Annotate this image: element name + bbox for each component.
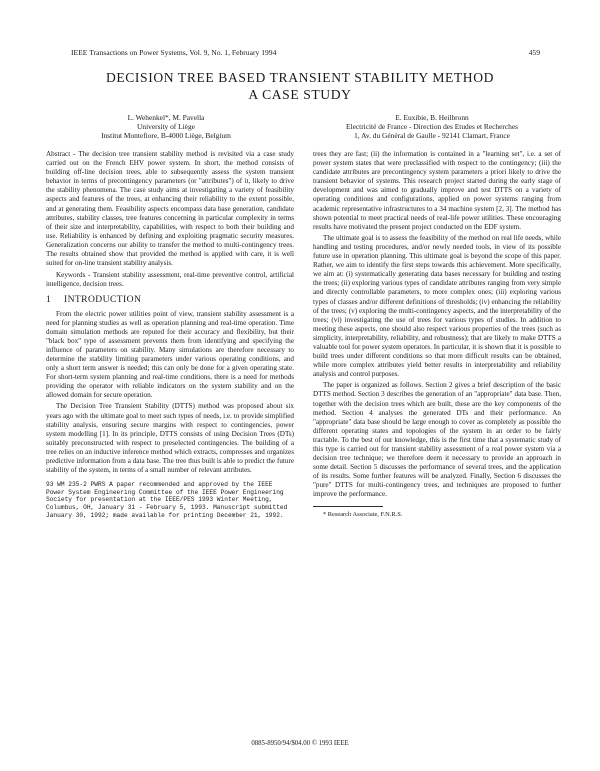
author-names: L. Wehenkel*, M. Pavella — [127, 113, 205, 122]
paragraph: The Decision Tree Transient Stability (DTTS) method was proposed about six years ago with the ultimate goal to meet such types of needs, i.e. to provide simplified stability analysis, ensuring secure margins with respect to contingencies, power system modelling [1]. In its principle, DTTS consists of using Decision Trees (DTs) suitably preconstructed with respect to preselected contingencies. The building of a tree relies on an inductive inference method which extracts, compresses and organizes predictive information from a data base. The tree thus built is able to predict the future stability of the system, in terms of a small number of relevant attributes. — [46, 402, 294, 475]
copyright-footer: 0885-8950/94/$04.00 © 1993 IEEE — [251, 740, 349, 747]
author-affiliation: Electricité de France - Direction des Etudes et Recherches — [346, 122, 518, 131]
author-address: 1, Av. du Général de Gaulle - 92141 Clamart, France — [354, 131, 510, 140]
author-affiliation: University of Liège — [137, 122, 195, 131]
paragraph: The ultimate goal is to assess the feasibility of the method on real life needs, while handling and testing procedures, and/or newly needed tools, in view of its possible future use in operation planning. This ultimate goal is beyond the scope of this paper. Rather, we aim to identify the first steps towards this achievement. More specifically, we aim at: (i) systematically generating data bases necessary for building and testing the trees; (ii) exploring various types of candidate attributes ranging from very simple and directly controllable parameters, to more complex ones; (iii) exploring various types of classes and/or different definitions of thresholds; (iv) enhancing the reliability of the trees; (v) exploring the multi-contingency aspects, and the interpretability of the trees; (vi) investigating the use of trees for various types of studies. In addition to meeting these aspects, one should also respect various properties of the trees (such as simplicity, interpretability, reliability, and robustness); that are likely to make DTTS a valuable tool for power system operators. In particular, it is shown that it is possible to build trees under different conditions so that more difficult results can be obtained, while more complex attributes yield better results in interpretability and reliability analysis and control purposes. — [313, 233, 561, 379]
footnote-divider — [313, 506, 383, 507]
section-title: INTRODUCTION — [64, 294, 142, 306]
footnote: * Research Associate, F.N.R.S. — [323, 510, 403, 518]
paper-subtitle: A CASE STUDY — [248, 87, 352, 102]
author-address: Institut Montefiore, B-4000 Liège, Belgium — [101, 131, 231, 140]
paper-note: 93 WM 235-2 PWRS A paper recommended and approved by the IEEE Power System Engineering Committee of the IEEE Power Engineering Society for presentation at the IEEE/PES 1993 Winter Meeting, Columbus, OH, January 31 - February 5, 1993. Manuscript submitted January 30, 1992; made available for printing December 21, 1992. — [46, 481, 288, 519]
paper-title: DECISION TREE BASED TRANSIENT STABILITY METHOD — [105, 70, 495, 85]
section-number: 1 — [46, 294, 52, 306]
journal-header: IEEE Transactions on Power Systems, Vol. 9, No. 1, February 1994 — [71, 48, 277, 57]
author-names: E. Euxibie, B. Heilbronn — [395, 113, 469, 122]
paragraph: trees they are fast; (ii) the information is contained in a "learning set", i.e. a set of power system states that were preclassified with respect to the contingency; (iii) the candidate attributes are precontingency system parameters a priori likely to drive the transient behavior of systems. This research project started during the early stage of development and was aimed to gradually improve and test DTTS on a variety of operating conditions and configurations, applied on power systems ranging from academic representative infrastructures to a 34 machine system [2, 3]. The method has shown potential to meet practical needs of real-life power utilities. These encouraging results have motivated the present project conducted on the EDF system. — [313, 150, 561, 231]
section-heading — [46, 295, 294, 304]
page-number: 459 — [528, 48, 540, 57]
abstract: Abstract - The decision tree transient stability method is revisited via a case study carried out on the French EHV power system. In short, the method consists of building off-line decision trees, able to subsequently assess the system transient behavior in terms of precontingency parameters (or "attributes") of it, likely to drive the stability phenomena. The case study aims at investigating a variety of feasibility aspects and features of the trees, at enhancing their reliability to the extent possible, and at generating them. Feasibility aspects encompass data base generation, candidate attributes, stability classes, tree features concerning in particular complexity in terms of their size and interpretability, capabilities, with respect to both their building and use. Reliability is enhanced by defining and exploiting pragmatic security measures. Generalization concerns our ability to transfer the method to multi-contingency trees. The results obtained show that provided the method is applied with care, it is well suited for on-line transient stability analysis. — [46, 150, 294, 268]
authors-left — [46, 113, 286, 140]
keywords: Keywords - Transient stability assessment, real-time preventive control, artificial intelligence, decision trees. — [46, 271, 294, 289]
paragraph: The paper is organized as follows. Section 2 gives a brief description of the basic DTTS method. Section 3 describes the generation of an "appropriate" data base. Then, together with the decision trees which are built, these are the key components of the method. Section 4 analyses the generated DTs and their performance. An "appropriate" data base should be large enough to cover as completely as possible the different operating states and topologies of the system in an order to be fairly tractable. To the best of our knowledge, this is the first time that a systematic study of this type is carried out for transient stability assessment of a real power system via a decision tree technique; we therefore deem it necessary to provide an approach in some detail. Section 5 discusses the performance of several trees, and the application of its results. Some further features will be analyzed. Finally, Section 6 discusses the "pure" DTTS for multi-contingency trees, and techniques are proposed to further improve the performance. — [313, 381, 561, 499]
left-column — [46, 150, 294, 519]
authors-right — [312, 113, 552, 140]
right-column — [313, 150, 561, 519]
paragraph: From the electric power utilities point of view, transient stability assessment is a need for planning studies as well as operation planning and real-time operation. Time domain simulation methods are reputed for their accuracy and flexibility, but their "black box" type of assessment prevents them from identifying and specifying the influence of parameters on stability. Many simulations are therefore necessary to determine the stability limiting parameters under various operating conditions, and only a short term answer is needed; this can only be done for a given operating state. For short-term system planning and real-time conditions, there is a need for methods providing the operator with reliable indicators on the system stability and on the allowed domain for secure operation. — [46, 309, 294, 400]
